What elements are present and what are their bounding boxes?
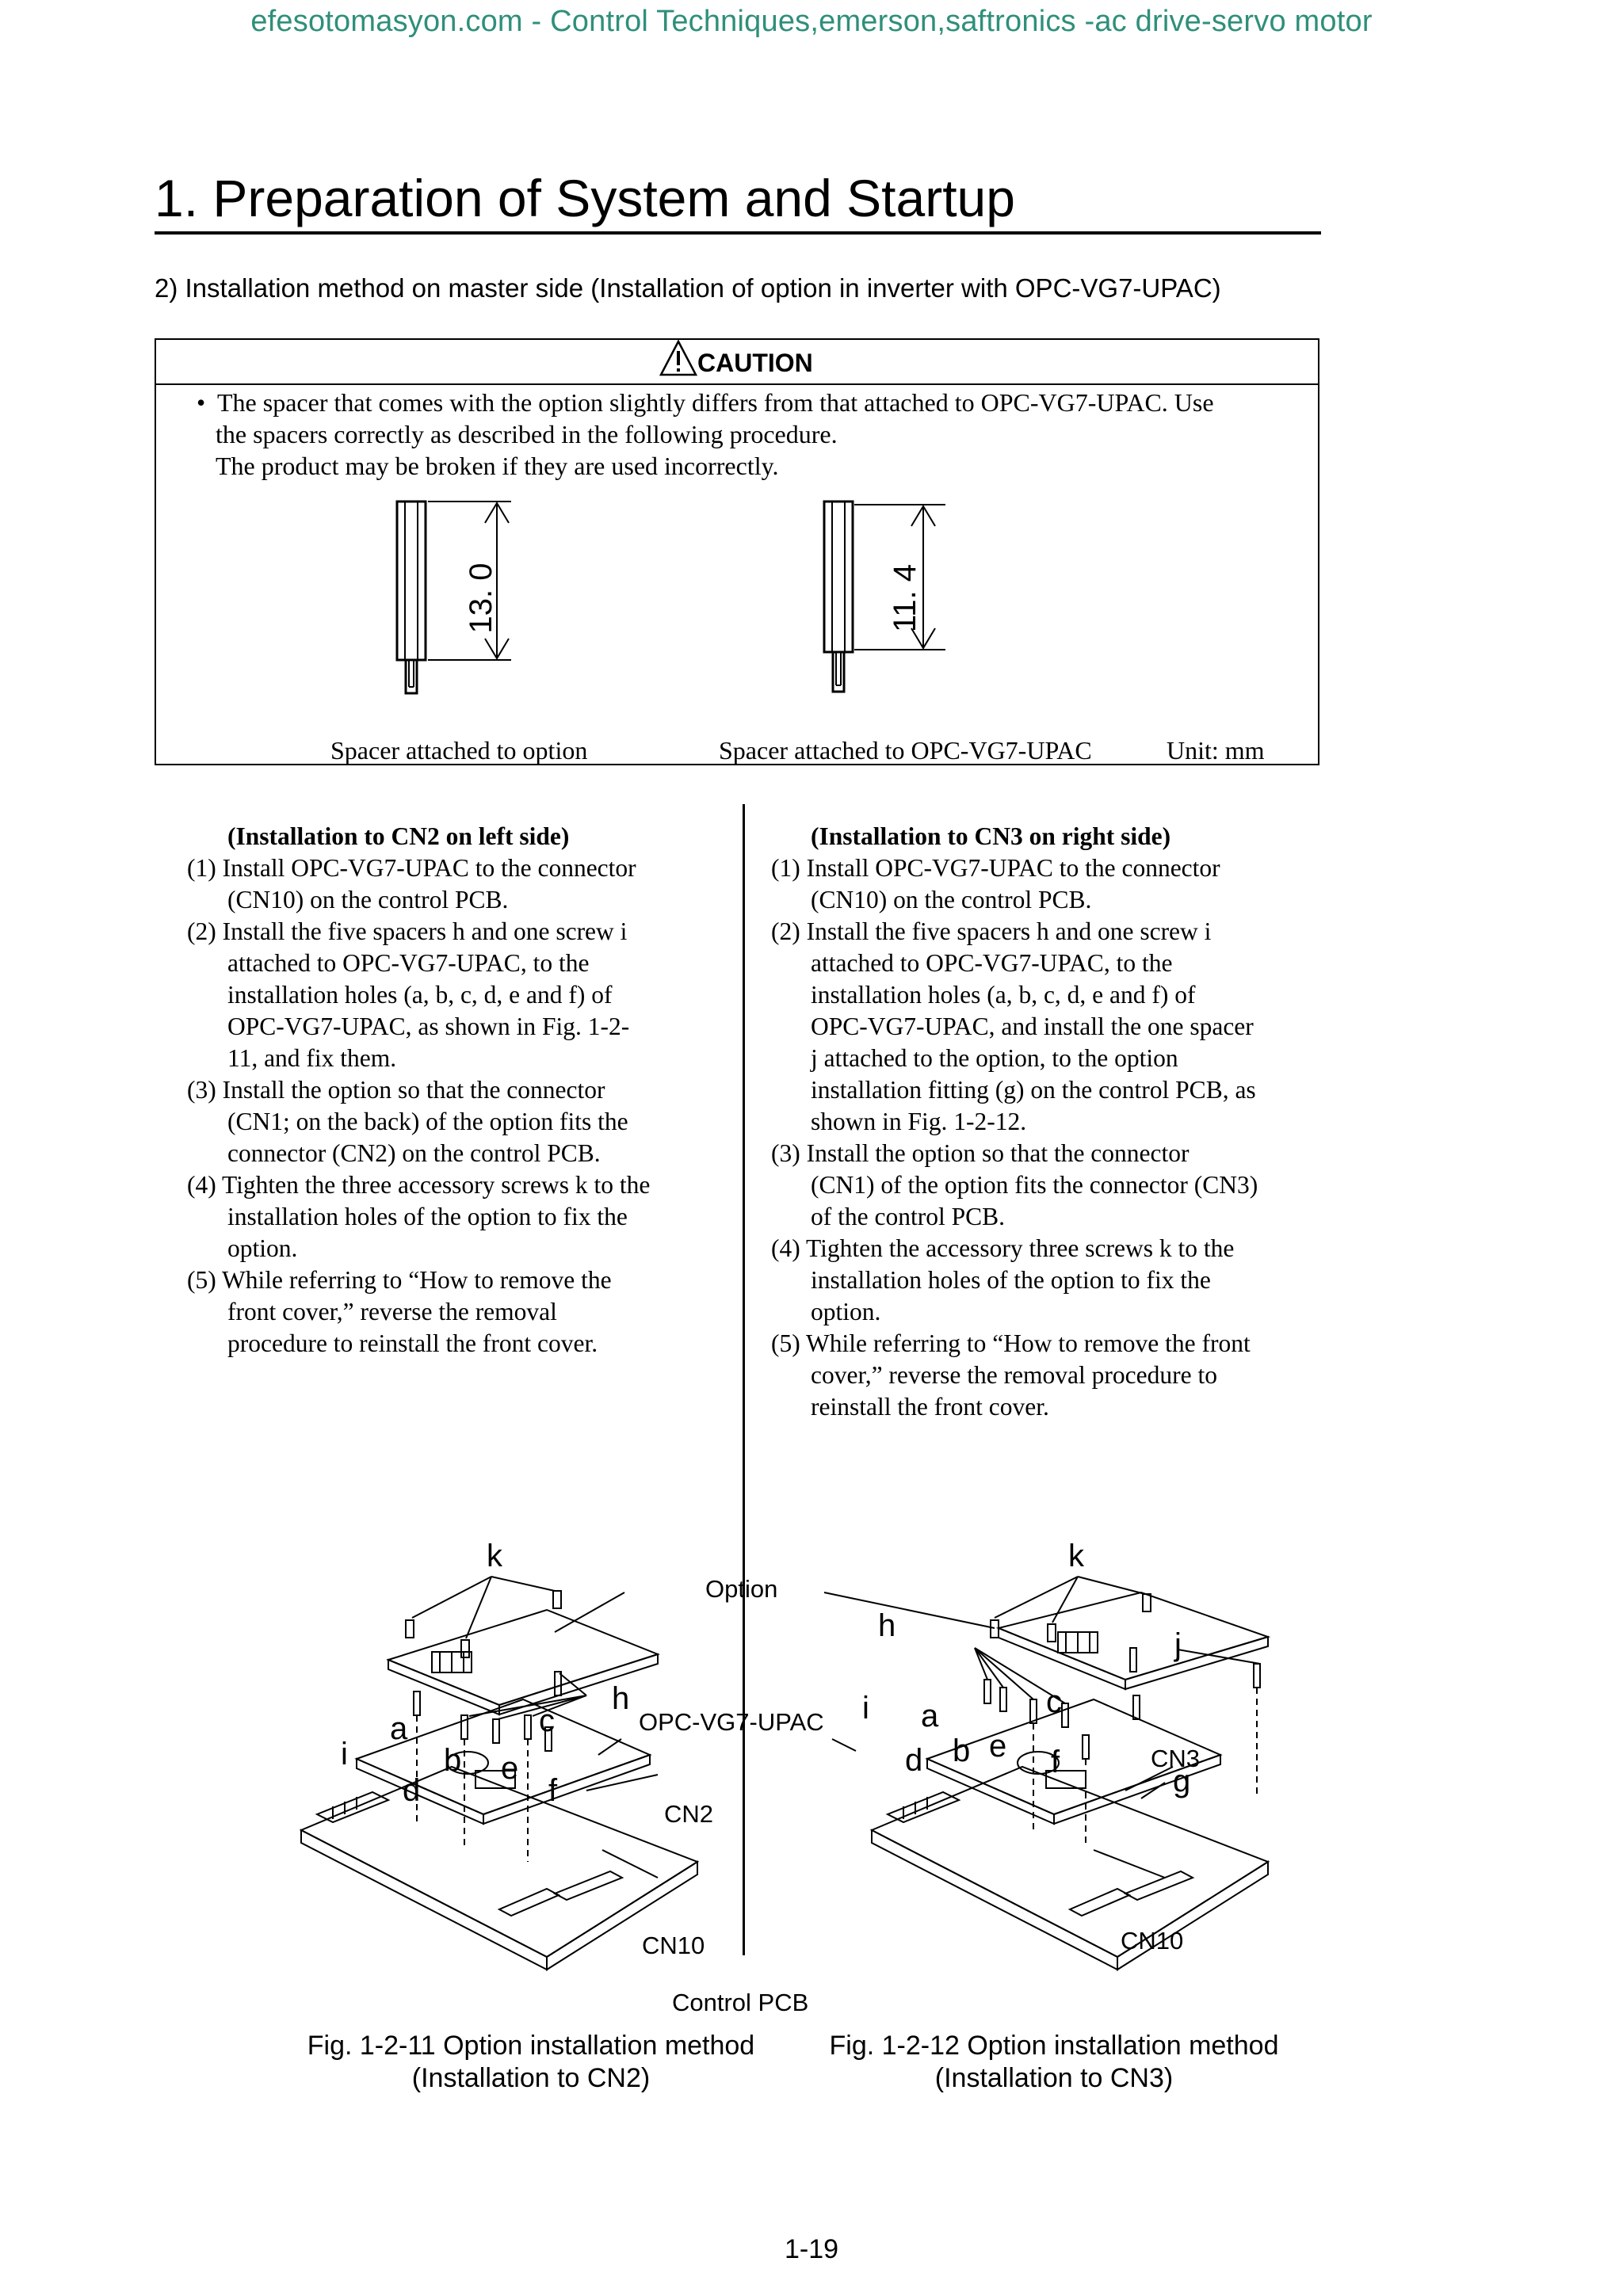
left-step-line: installation holes of the option to fix the xyxy=(227,1203,628,1230)
right-step-line: (CN1) of the option fits the connector (CN3) xyxy=(811,1171,1258,1199)
right-step-line: cover,” reverse the removal procedure to xyxy=(811,1361,1217,1389)
caution-text-line-3: The product may be broken if they are used incorrectly. xyxy=(216,452,779,480)
label-cn10-right: CN10 xyxy=(1121,1927,1184,1955)
section-heading: 2) Installation method on master side (Installation of option in inverter with OPC-VG7-UPAC) xyxy=(155,273,1221,303)
label-b: b xyxy=(444,1743,462,1778)
right-step-line: (1) Install OPC-VG7-UPAC to the connector xyxy=(771,854,1220,882)
label-i: i xyxy=(862,1691,869,1726)
left-step-line: attached to OPC-VG7-UPAC, to the xyxy=(227,949,590,977)
spacer-option-dimension: 13. 0 xyxy=(464,563,498,634)
right-step-line: reinstall the front cover. xyxy=(811,1393,1049,1421)
left-step-line: installation holes (a, b, c, d, e and f) of xyxy=(227,981,613,1009)
right-step-line: OPC-VG7-UPAC, and install the one spacer xyxy=(811,1013,1254,1040)
caption-left-line-1: Fig. 1-2-11 Option installation method xyxy=(307,2031,755,2061)
right-step-line: (5) While referring to “How to remove the front xyxy=(771,1329,1251,1357)
spacer-option-label: Spacer attached to option xyxy=(330,736,588,765)
label-a: a xyxy=(390,1711,408,1746)
left-step-line: front cover,” reverse the removal xyxy=(227,1298,557,1325)
spacer-upac-label: Spacer attached to OPC-VG7-UPAC xyxy=(719,736,1092,765)
left-step-line: (1) Install OPC-VG7-UPAC to the connector xyxy=(187,854,636,882)
caption-left-line-2: (Installation to CN2) xyxy=(411,2063,651,2093)
right-step-line: shown in Fig. 1-2-12. xyxy=(811,1108,1027,1135)
label-d: d xyxy=(905,1743,923,1778)
label-f: f xyxy=(548,1773,558,1808)
left-step-line: connector (CN2) on the control PCB. xyxy=(227,1139,601,1167)
left-step-line: (CN1; on the back) of the option fits the xyxy=(227,1108,628,1135)
right-step-line: (3) Install the option so that the connector xyxy=(771,1139,1190,1167)
caution-text-line-2: the spacers correctly as described in the following procedure. xyxy=(216,420,838,448)
figure-caption-left xyxy=(277,2030,785,2095)
label-cn10-left: CN10 xyxy=(642,1932,705,1959)
label-h: h xyxy=(878,1608,896,1643)
chapter-title: 1. Preparation of System and Startup xyxy=(155,169,1015,227)
right-step-line: (CN10) on the control PCB. xyxy=(811,886,1092,913)
left-column-heading: (Installation to CN2 on left side) xyxy=(227,822,570,850)
left-step-line: OPC-VG7-UPAC, as shown in Fig. 1-2- xyxy=(227,1013,630,1040)
left-step-line: (3) Install the option so that the connector xyxy=(187,1076,605,1104)
label-k: k xyxy=(1068,1539,1084,1573)
label-e: e xyxy=(989,1729,1007,1764)
page-number: 1-19 xyxy=(784,2234,839,2264)
label-i: i xyxy=(341,1737,348,1772)
right-step-line: attached to OPC-VG7-UPAC, to the xyxy=(811,949,1173,977)
left-step-line: 11, and fix them. xyxy=(227,1044,397,1072)
label-k: k xyxy=(487,1539,502,1573)
figure-caption-right xyxy=(800,2030,1308,2095)
website-banner: efesotomasyon.com - Control Techniques,emerson,saftronics -ac drive-servo motor xyxy=(250,5,1373,38)
label-opc-vg7-upac: OPC-VG7-UPAC xyxy=(639,1708,824,1736)
label-cn3: CN3 xyxy=(1151,1745,1201,1772)
left-step-line: procedure to reinstall the front cover. xyxy=(227,1329,598,1357)
label-c: c xyxy=(539,1703,555,1738)
label-g: g xyxy=(1173,1764,1191,1798)
caution-bullet: • xyxy=(197,388,206,417)
label-option: Option xyxy=(705,1575,778,1603)
caution-text-line-1: The spacer that comes with the option slightly differs from that attached to OPC-VG7-UPAC. Use xyxy=(217,388,1214,417)
right-step-line: j attached to the option, to the option xyxy=(811,1044,1178,1072)
right-step-line: installation holes (a, b, c, d, e and f) of xyxy=(811,981,1196,1009)
left-step-line: (5) While referring to “How to remove the xyxy=(187,1266,612,1294)
label-d: d xyxy=(403,1773,421,1808)
unit-label: Unit: mm xyxy=(1167,736,1265,765)
label-e: e xyxy=(501,1751,519,1786)
left-step-line: (CN10) on the control PCB. xyxy=(227,886,509,913)
left-step-line: option. xyxy=(227,1234,298,1262)
label-j: j xyxy=(1174,1627,1182,1662)
label-h: h xyxy=(612,1681,630,1716)
right-step-line: option. xyxy=(811,1298,881,1325)
label-f: f xyxy=(1051,1745,1060,1779)
label-b: b xyxy=(953,1733,971,1768)
caption-right-line-1: Fig. 1-2-12 Option installation method xyxy=(829,2031,1279,2061)
right-step-line: installation fitting (g) on the control PCB, as xyxy=(811,1076,1256,1104)
label-control-pcb: Control PCB xyxy=(672,1989,809,2016)
right-step-line: installation holes of the option to fix the xyxy=(811,1266,1211,1294)
label-cn2: CN2 xyxy=(664,1800,714,1828)
left-step-line: (4) Tighten the three accessory screws k to the xyxy=(187,1171,651,1199)
right-step-line: of the control PCB. xyxy=(811,1203,1005,1230)
right-step-line: (4) Tighten the accessory three screws k to the xyxy=(771,1234,1235,1262)
right-column-heading: (Installation to CN3 on right side) xyxy=(811,822,1171,850)
left-step-line: (2) Install the five spacers h and one screw i xyxy=(187,917,628,945)
spacer-upac-dimension: 11. 4 xyxy=(888,564,922,632)
label-a: a xyxy=(921,1699,939,1733)
right-step-line: (2) Install the five spacers h and one screw i xyxy=(771,917,1212,945)
caution-title: CAUTION xyxy=(697,349,813,377)
label-c: c xyxy=(1046,1684,1062,1719)
caption-right-line-2: (Installation to CN3) xyxy=(934,2063,1174,2093)
